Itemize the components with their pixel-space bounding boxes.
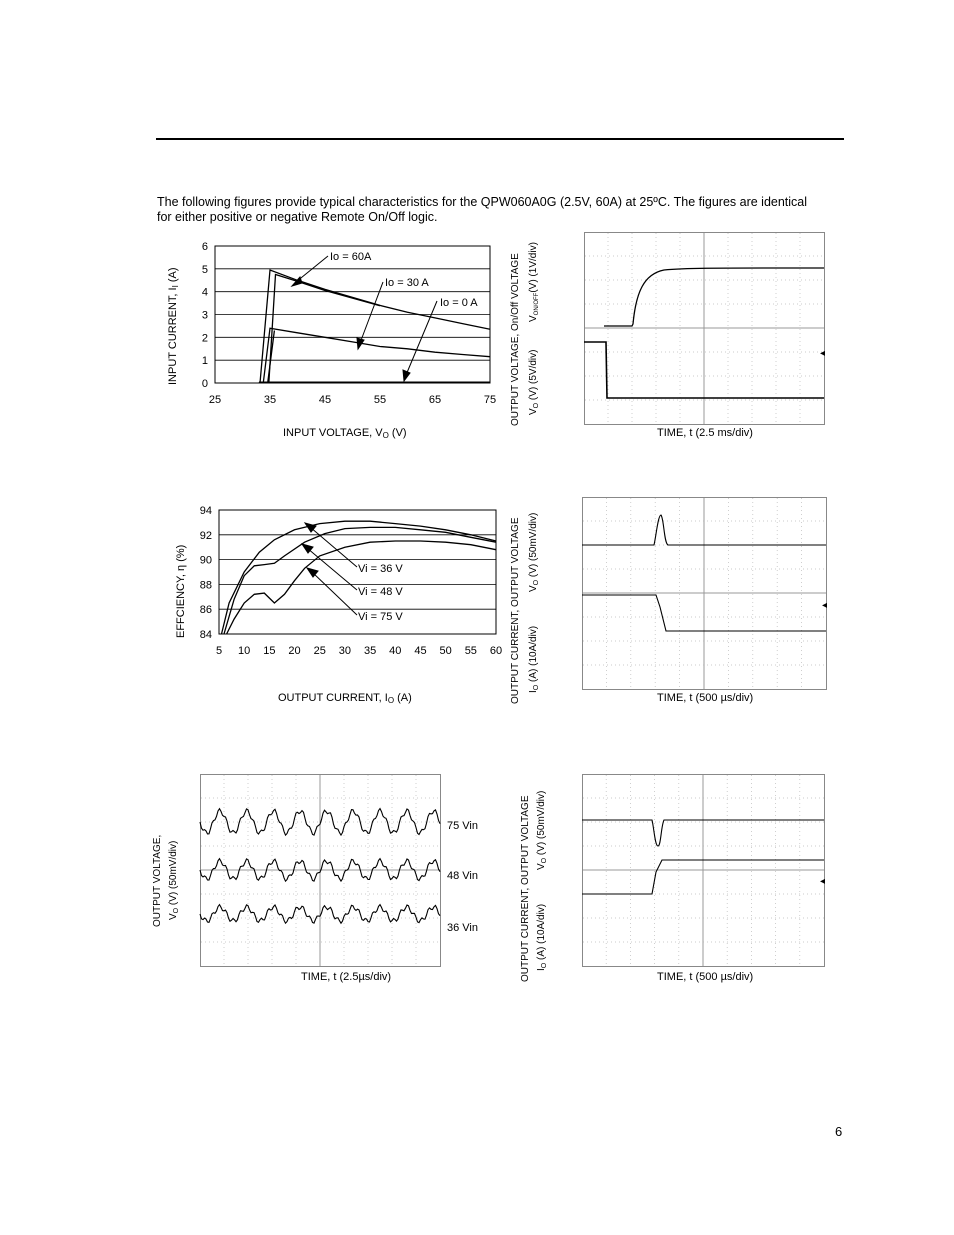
c2-ytick-label: 88 (199, 579, 212, 592)
c2-xtick-label: 60 (489, 645, 503, 657)
scope4-ylabel-top: OUTPUT CURRENT, OUTPUT VOLTAGE (520, 795, 531, 982)
scope4-xlabel: TIME, t (500 µs/div) (657, 971, 754, 983)
c1-xtick-label: 25 (208, 394, 222, 406)
c2-xtick-label: 45 (414, 645, 427, 657)
scope1-xlabel: TIME, t (2.5 ms/div) (657, 427, 753, 439)
c1-ytick-label: 6 (201, 241, 208, 253)
scope1-ylabel-bottom: $V_O$ (V) (5V/div) (528, 349, 540, 415)
c2-ylabel: EFFCIENCY, η (%) (175, 544, 187, 638)
c2-xtick-label: 5 (215, 645, 223, 657)
page-number: 6 (835, 1124, 843, 1139)
c2-ytick-label: 84 (199, 629, 212, 641)
c1-annot-30a: Io = 30 A (385, 277, 429, 289)
c1-xtick-label: 65 (428, 394, 442, 406)
scope2-xlabel: TIME, t (500 µs/div) (657, 692, 754, 704)
c1-ylabel: INPUT CURRENT, II (A) (167, 267, 180, 385)
c2-xtick-label: 40 (389, 645, 402, 657)
c2-ytick-label: 94 (199, 505, 212, 517)
c2-xtick-label: 30 (338, 645, 352, 657)
c2-ytick-label: 90 (199, 554, 212, 567)
scope3-ylabel-top: OUTPUT VOLTAGE, (152, 834, 163, 927)
c1-xtick-label: 75 (483, 394, 497, 406)
svg-text:◂: ◂ (822, 600, 828, 611)
c1-ytick-label: 1 (201, 355, 208, 368)
c2-xtick-label: 55 (464, 645, 477, 657)
trace-48vin-label: 48 Vin (447, 870, 478, 882)
c2-xtick-label: 15 (263, 645, 276, 657)
c2-ytick-label: 86 (199, 604, 212, 617)
scope1-ylabel-onoff: $V_{ON/OFF}(V)$ (1V/div) (528, 242, 540, 322)
c1-ytick-label: 4 (201, 286, 208, 299)
c1-ytick-label: 2 (201, 332, 208, 345)
c2-annot-75v: Vi = 75 V (358, 611, 403, 623)
svg-text:◂: ◂ (820, 348, 826, 359)
scope4-ylabel-v: $V_O$ (V) (50mV/div) (536, 790, 548, 870)
c2-ytick-label: 92 (199, 529, 212, 542)
scope2-ylabel-bottom: $I_O$ (A) (10A/div) (528, 625, 540, 693)
scope3-xlabel: TIME, t (2.5µs/div) (301, 971, 392, 983)
scope3-ylabel-bottom: $V_O$ (V) (50mV/div) (168, 840, 180, 920)
c2-xtick-label: 25 (313, 645, 326, 657)
c1-ytick-label: 3 (201, 309, 208, 322)
c2-annot-48v: Vi = 48 V (358, 586, 403, 598)
c1-xtick-label: 55 (373, 394, 387, 406)
intro-paragraph: The following figures provide typical characteristics for the QPW060A0G (2.5V, 60A) at 25ºC. The figures are identical for either positive or negative Remote On/Off logic. (157, 195, 808, 224)
c2-annot-36v: Vi = 36 V (358, 563, 403, 575)
c2-xlabel: OUTPUT CURRENT, IO (A) (278, 692, 412, 705)
c1-ytick-label: 0 (201, 378, 208, 390)
c2-xtick-label: 10 (238, 645, 251, 657)
c2-xtick-label: 35 (363, 645, 377, 657)
scope1-ylabel-top: OUTPUT VOLTAGE, On/Off VOLTAGE (510, 253, 521, 426)
scope2-ylabel-top: OUTPUT CURRENT, OUTPUT VOLTAGE (510, 517, 521, 704)
c1-annot-0a: Io = 0 A (440, 297, 478, 309)
c1-xlabel: INPUT VOLTAGE, VO (V) (283, 427, 407, 440)
trace-75vin-label: 75 Vin (447, 820, 478, 832)
c1-xtick-label: 35 (263, 394, 277, 406)
c1-xtick-label: 45 (318, 394, 332, 406)
svg-text:◂: ◂ (820, 876, 826, 887)
scope4-ylabel-bottom: $I_O$ (A) (10A/div) (536, 903, 548, 971)
trace-36vin-label: 36 Vin (447, 922, 478, 934)
c2-xtick-label: 20 (288, 645, 301, 657)
c1-annot-60a: Io = 60A (330, 251, 372, 263)
c2-xtick-label: 50 (439, 645, 452, 657)
scope2-ylabel-v: $V_O$ (V) (50mV/div) (528, 512, 540, 592)
c1-ytick-label: 5 (201, 263, 208, 276)
